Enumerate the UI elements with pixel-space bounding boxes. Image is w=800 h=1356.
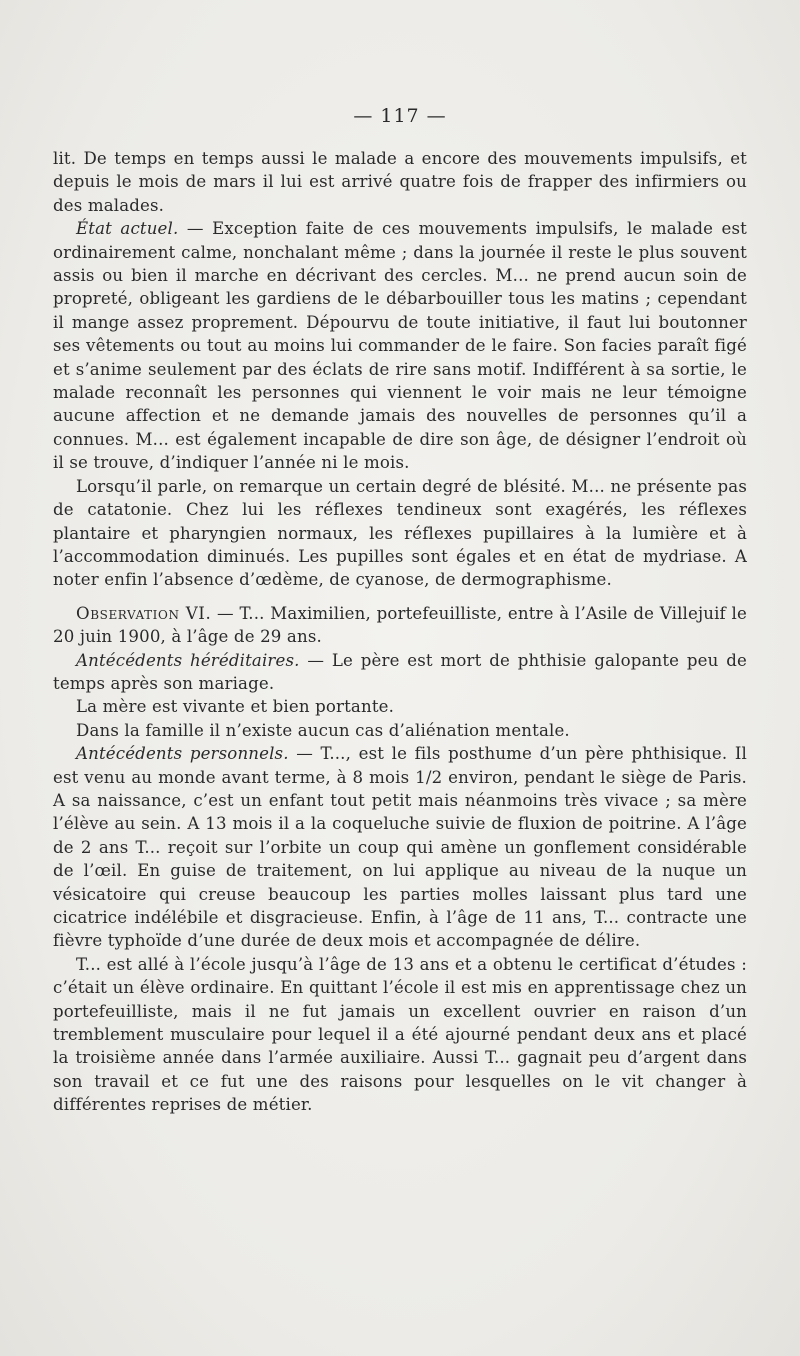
- paragraph-antecedents-hereditaires: Antécédents héréditaires. — Le père est mort de phthisie galopante peu de temps après son mariage.: [53, 650, 747, 693]
- paragraph-reflexes: Lorsqu’il parle, on remarque un certain degré de blésité. M... ne présente pas de catatonie. Chez lui les réflexes tendineux sont exagérés, les réflexes plantaire et pharyngien normaux, les réflexes pupillaires à la lumière et à l’accommodation diminués. Les pupilles sont égales et en état de mydriase. A noter enfin l’absence d’œdème, de cyanose, de dermographisme.: [53, 476, 747, 590]
- section-heading-etat-actuel: État actuel.: [76, 219, 179, 239]
- page-number: — 117 —: [353, 105, 447, 127]
- paragraph-famille: Dans la famille il n’existe aucun cas d’aliénation mentale.: [76, 720, 570, 740]
- section-heading-antecedents-hereditaires: Antécédents héréditaires.: [76, 650, 300, 670]
- paragraph-etat-actuel: État actuel. — Exception faite de ces mouvements impulsifs, le malade est ordinairement calme, nonchalant même ; dans la journée il reste le plus souvent assis ou bien il marche en décrivant des cercles. M... ne prend aucun soin de propreté, obligeant les gardiens de le débarbouiller tous les matins ; cependant il mange assez proprement. Dépourvu de toute initiative, il faut lui boutonner ses vêtements ou tout au moins lui commander de le faire. Son facies paraît figé et s’anime seulement par des éclats de rire sans motif. Indifférent à sa sortie, le malade reconnaît les personnes qui viennent le voir mais ne leur témoigne aucune affection et ne demande jamais des nouvelles de personnes qu’il a connues. M... est également incapable de dire son âge, de désigner l’endroit où il se trouve, d’indiquer l’année ni le mois.: [53, 219, 747, 473]
- paragraph-continuation: lit. De temps en temps aussi le malade a encore des mouvements impulsifs, et depuis le mois de mars il lui est arrivé quatre fois de frapper des infirmiers ou des malades.: [53, 149, 747, 215]
- observation-heading: Observation VI.: [76, 603, 212, 623]
- paragraph-mere: La mère est vivante et bien portante.: [76, 697, 395, 717]
- paragraph-observation-vi: Observation VI. — T... Maximilien, portefeuilliste, entre à l’Asile de Villejuif le 20 juin 1900, à l’âge de 29 ans.: [53, 603, 747, 647]
- paragraph-antecedents-personnels: Antécédents personnels. — T..., est le fils posthume d’un père phthisique. Il est venu au monde avant terme, à 8 mois 1/2 environ, pendant le siège de Paris. A sa naissance, c’est un enfant tout petit mais néanmoins très vivace ; sa mère l’élève au sein. A 13 mois il a la coqueluche suivie de fluxion de poitrine. A l’âge de 2 ans T... reçoit sur l’orbite un coup qui amène un gonflement considérable de l’œil. En guise de traitement, on lui applique au niveau de la nuque un vésicatoire qui creuse beaucoup les parties molles laissant plus tard une cicatrice indélébile et disgracieuse. Enfin, à l’âge de 11 ans, T... contracte une fièvre typhoïde d’une durée de deux mois et accompagnée de délire.: [53, 744, 747, 951]
- text-body: [53, 147, 747, 1117]
- section-heading-antecedents-personnels: Antécédents personnels.: [76, 744, 289, 764]
- paragraph-ecole: T... est allé à l’école jusqu’à l’âge de 13 ans et a obtenu le certificat d’études : c’était un élève ordinaire. En quittant l’école il est mis en apprentissage chez un portefeuilliste, mais il ne fut jamais un excellent ouvrier en raison d’un tremblement musculaire pour lequel il a été ajourné pendant deux ans et placé la troisième année dans l’armée auxiliaire. Aussi T... gagnait peu d’argent dans son travail et ce fut une des raisons pour lesquelles on le vit changer à différentes reprises de métier.: [53, 954, 747, 1115]
